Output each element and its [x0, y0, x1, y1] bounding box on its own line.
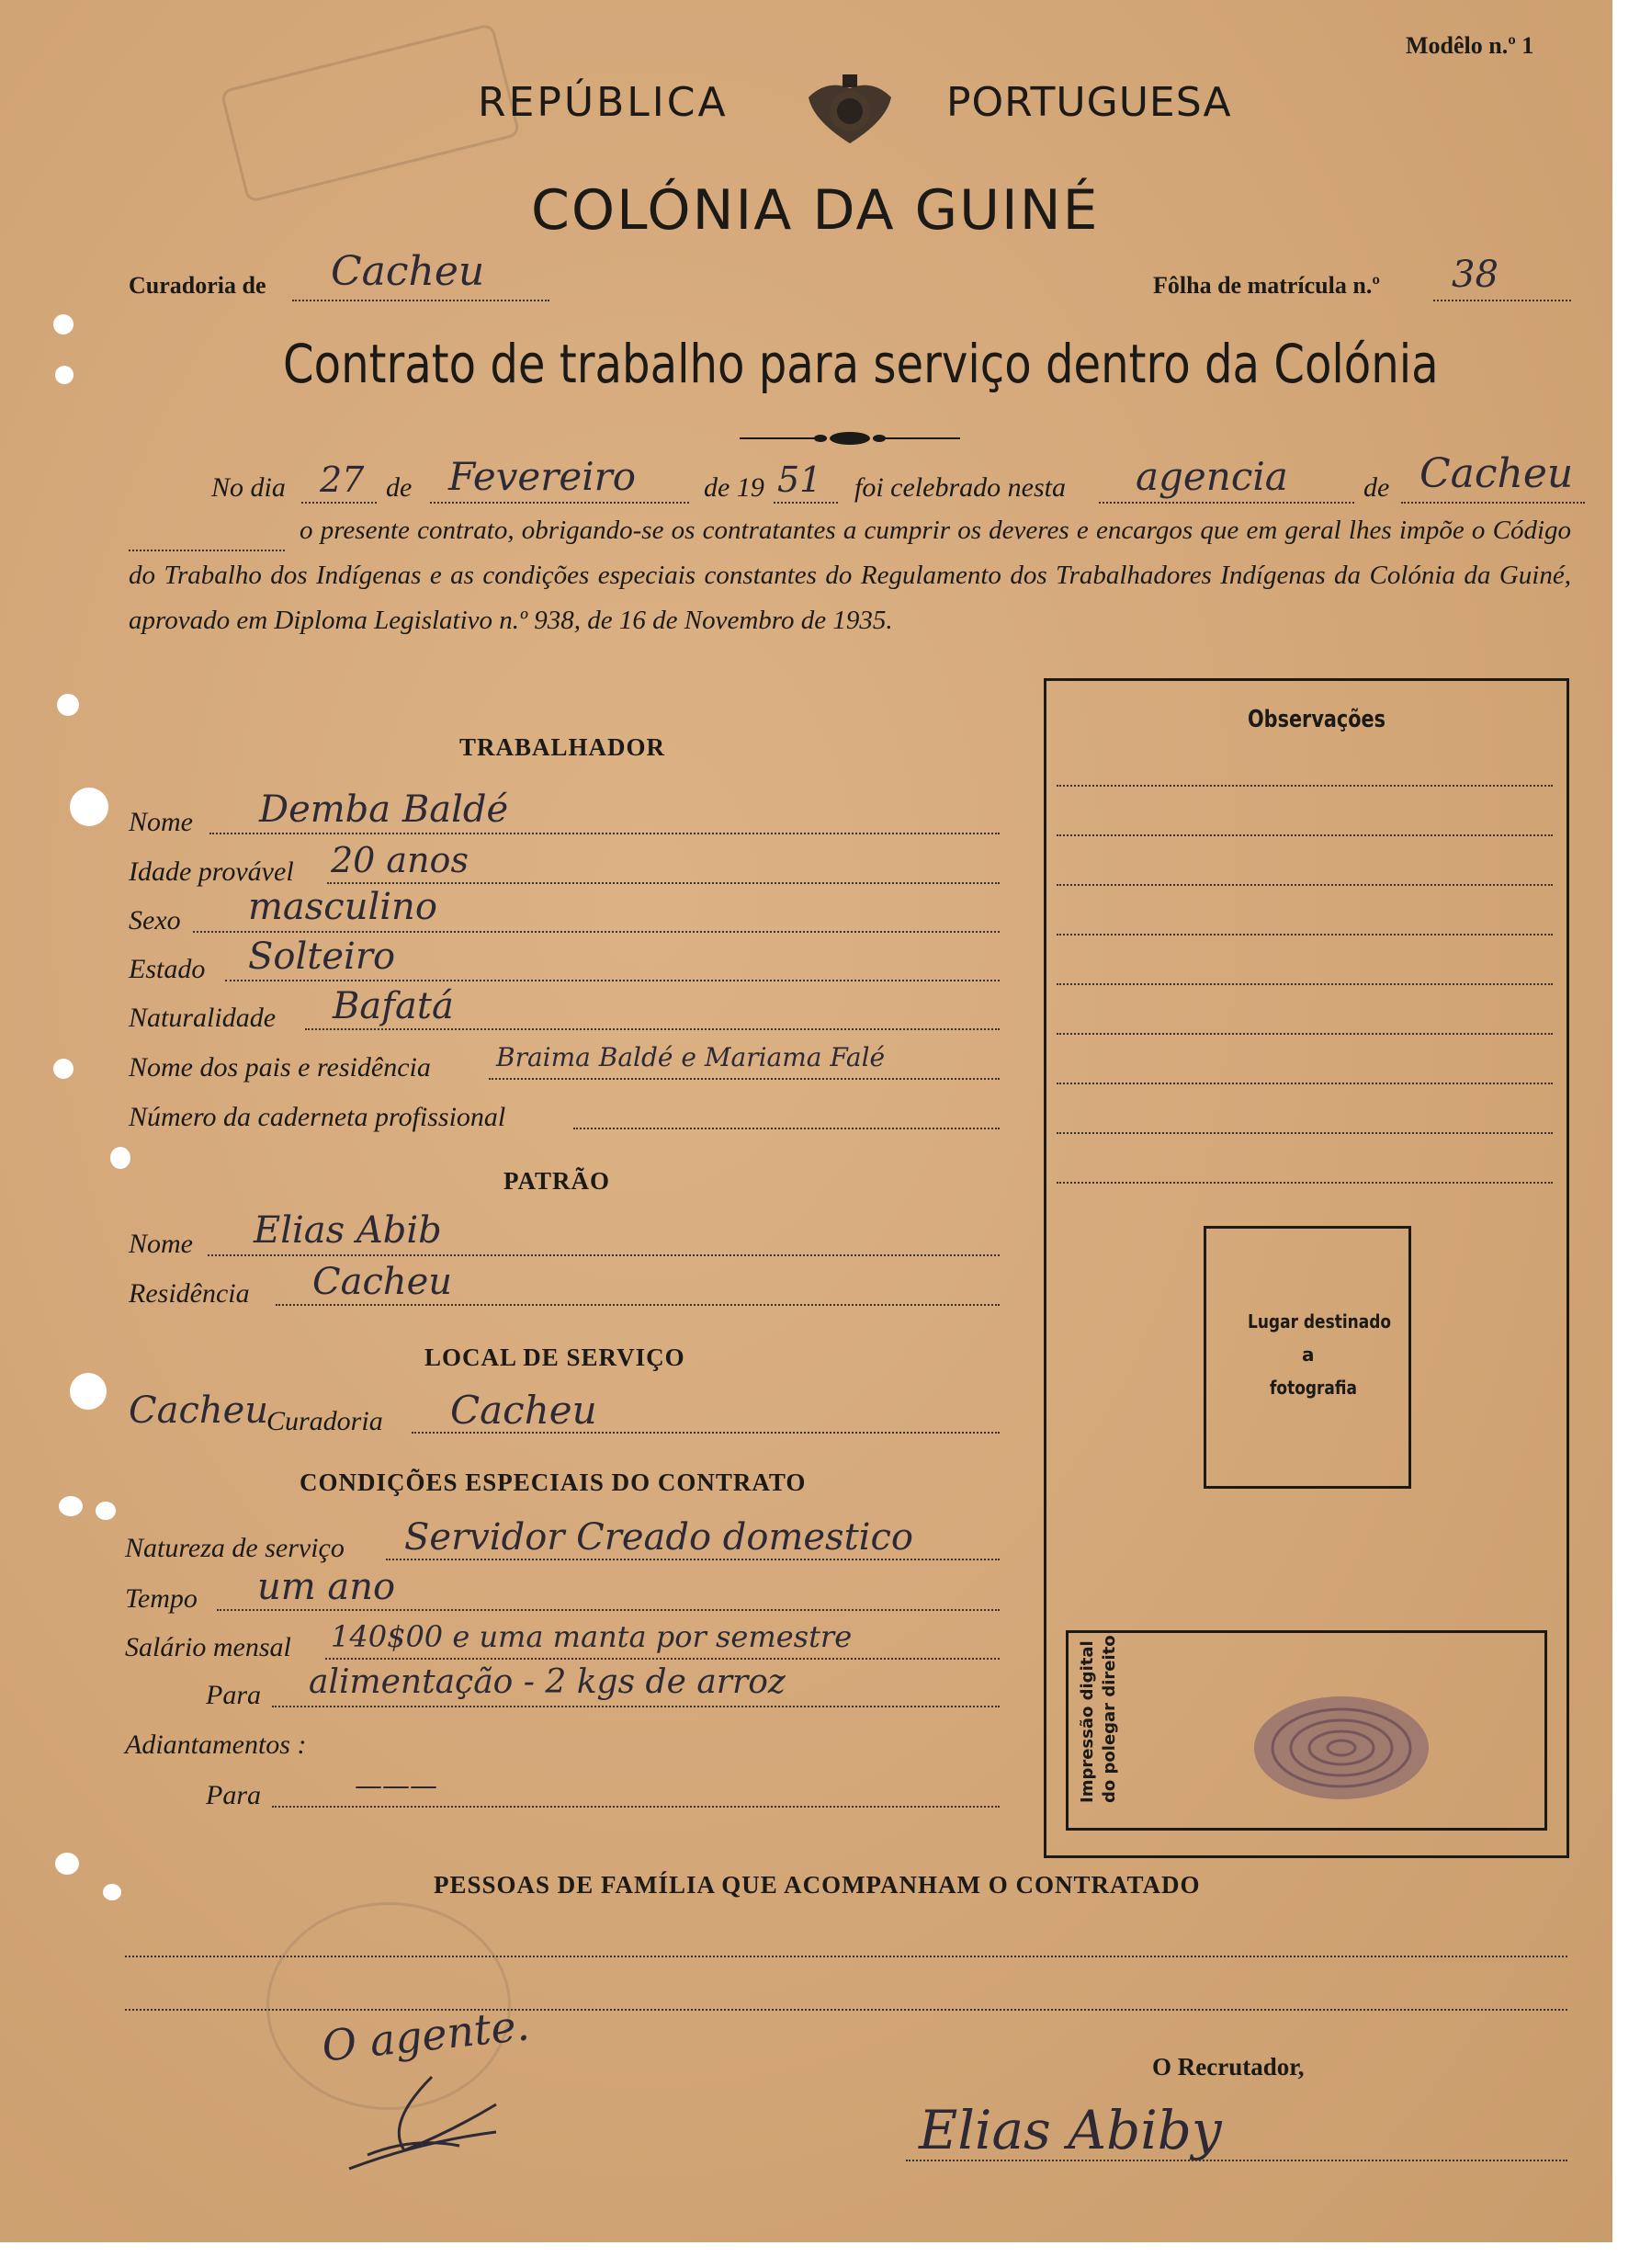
matricula-line — [1433, 300, 1571, 301]
obs-line — [1057, 785, 1553, 787]
sexo-line — [193, 931, 1000, 933]
tempo-value: um ano — [257, 1566, 396, 1608]
punch-hole — [103, 1884, 121, 1900]
local-heading: LOCAL DE SERVIÇO — [424, 1344, 685, 1371]
caderneta-line — [573, 1128, 1000, 1129]
sexo-label: Sexo — [129, 905, 181, 936]
colony-title: COLÓNIA DA GUINÉ — [531, 178, 1100, 243]
intro-paragraph: o presente contrato, obrigando-se os contratantes a cumprir os deveres e encargos que em geral lhes impõe o Código do Trabalho dos Indígenas e as condições especiais constantes do Regulamento dos Trabalhadores Indígenas da Colónia da Guiné, aprovado em Diploma Legislativo n.º 938, de 16 de Novembro de 1935. — [129, 516, 1571, 635]
salario-value: 140$00 e uma manta por semestre — [331, 1619, 853, 1654]
matricula-label: Fôlha de matrícula n.º — [1153, 272, 1380, 299]
trabalhador-heading: TRABALHADOR — [459, 733, 666, 761]
model-number: Modêlo n.º 1 — [1406, 32, 1534, 59]
residencia-value: Cacheu — [312, 1261, 453, 1303]
salario-line — [325, 1658, 1000, 1660]
naturalidade-value: Bafatá — [333, 985, 454, 1027]
year-line — [774, 502, 838, 504]
obs-line — [1057, 884, 1553, 886]
curadoria-label: Curadoria de — [129, 272, 266, 299]
idade-value: 20 anos — [331, 840, 469, 880]
obs-line — [1057, 934, 1553, 936]
punch-hole — [110, 1147, 130, 1169]
obs-line — [1057, 1182, 1553, 1184]
adiantamentos-label: Adiantamentos : — [125, 1729, 307, 1760]
recruiter-signature: Elias Abiby — [919, 2099, 1222, 2161]
agent-signature: O agente. — [319, 2000, 532, 2071]
caderneta-label: Número da caderneta profissional — [129, 1102, 506, 1132]
intro-text-4: foi celebrado nesta — [854, 472, 1066, 503]
recruiter-line — [906, 2160, 1567, 2161]
place-line — [1401, 502, 1585, 504]
intro-text-1: No dia — [211, 472, 286, 503]
agent-scribble — [312, 2068, 570, 2178]
fingerprint-line-2: do polegar direito — [1100, 1635, 1119, 1803]
intro-month: Fevereiro — [448, 454, 637, 499]
curadoria-line — [292, 300, 549, 301]
para2-line — [272, 1806, 1000, 1808]
intro-text-5: de — [1363, 472, 1390, 503]
punch-hole — [70, 1373, 107, 1410]
punch-hole — [55, 1853, 79, 1875]
idade-line — [327, 882, 1000, 884]
punch-hole — [59, 1496, 83, 1516]
obs-line — [1057, 983, 1553, 985]
obs-line — [1057, 1033, 1553, 1035]
photo-line-1: Lugar destinado — [1248, 1310, 1392, 1332]
contract-title: Contrato de trabalho para serviço dentro da Colónia — [283, 333, 1439, 395]
trabalhador-nome-value: Demba Baldé — [259, 788, 509, 831]
punch-hole — [53, 314, 74, 335]
para-value: alimentação - 2 kgs de arroz — [309, 1663, 786, 1701]
salario-label: Salário mensal — [125, 1632, 291, 1662]
photo-line-2: a — [1302, 1344, 1315, 1366]
coat-of-arms-icon — [799, 70, 900, 153]
intro-text-3: de 19 — [704, 472, 764, 503]
pais-label: Nome dos pais e residência — [129, 1052, 431, 1083]
republic-left: REPÚBLICA — [478, 79, 729, 126]
estado-label: Estado — [129, 954, 206, 984]
punch-hole — [57, 694, 79, 716]
naturalidade-label: Naturalidade — [129, 1003, 277, 1033]
republic-right: PORTUGUESA — [946, 79, 1232, 126]
recruiter-label: O Recrutador, — [1152, 2053, 1305, 2081]
tempo-label: Tempo — [125, 1583, 198, 1614]
intro-day: 27 — [320, 459, 365, 500]
punch-hole — [55, 366, 74, 384]
local-value: Cacheu — [129, 1389, 269, 1432]
photo-line-3: fotografia — [1270, 1377, 1357, 1399]
day-line — [301, 502, 377, 504]
matricula-value: 38 — [1452, 254, 1499, 296]
intro-year: 51 — [777, 459, 822, 500]
punch-hole — [70, 788, 108, 826]
fingerprint-icon — [1250, 1693, 1433, 1803]
para2-value: ——— — [355, 1770, 437, 1802]
patrao-nome-line — [208, 1254, 1000, 1256]
obs-line — [1057, 1083, 1553, 1084]
place-type-line — [1099, 502, 1354, 504]
observacoes-heading: Observações — [1248, 706, 1386, 733]
fingerprint-line-1: Impressão digital — [1078, 1640, 1097, 1803]
naturalidade-line — [305, 1028, 1000, 1030]
estado-line — [225, 980, 1000, 981]
obs-line — [1057, 834, 1553, 836]
intro-text-2: de — [386, 472, 413, 503]
punch-hole — [53, 1059, 74, 1079]
para-line — [272, 1706, 1000, 1707]
local-curadoria-label: Curadoria — [266, 1406, 383, 1436]
ornament-divider — [740, 427, 960, 449]
local-curadoria-value: Cacheu — [450, 1388, 597, 1433]
para2-label: Para — [206, 1780, 261, 1810]
natureza-line — [386, 1559, 1000, 1560]
punch-hole — [96, 1502, 116, 1520]
intro-place-type: agencia — [1136, 454, 1288, 499]
idade-label: Idade provável — [129, 856, 294, 887]
residencia-label: Residência — [129, 1278, 250, 1309]
natureza-label: Natureza de serviço — [125, 1533, 345, 1563]
month-line — [430, 502, 689, 504]
natureza-value: Servidor Creado domestico — [404, 1516, 913, 1559]
pais-value: Braima Baldé e Mariama Falé — [496, 1042, 886, 1072]
fingerprint-caption — [1077, 1635, 1121, 1803]
intro-place: Cacheu — [1419, 450, 1574, 497]
trabalhador-nome-line — [209, 833, 1000, 834]
patrao-nome-value: Elias Abib — [254, 1209, 442, 1252]
obs-line — [1057, 1132, 1553, 1134]
residencia-line — [276, 1304, 1000, 1306]
curadoria-value: Cacheu — [331, 248, 485, 295]
condicoes-heading: CONDIÇÕES ESPECIAIS DO CONTRATO — [300, 1469, 807, 1496]
estado-value: Solteiro — [248, 936, 396, 978]
sexo-value: masculino — [248, 886, 437, 928]
tempo-line — [217, 1609, 1000, 1611]
familia-heading: PESSOAS DE FAMÍLIA QUE ACOMPANHAM O CONTRATADO — [434, 1871, 1201, 1899]
patrao-nome-label: Nome — [129, 1229, 193, 1259]
trabalhador-nome-label: Nome — [129, 807, 193, 837]
pais-line — [489, 1078, 1000, 1080]
patrao-heading: PATRÃO — [503, 1167, 610, 1195]
para-label: Para — [206, 1680, 261, 1710]
